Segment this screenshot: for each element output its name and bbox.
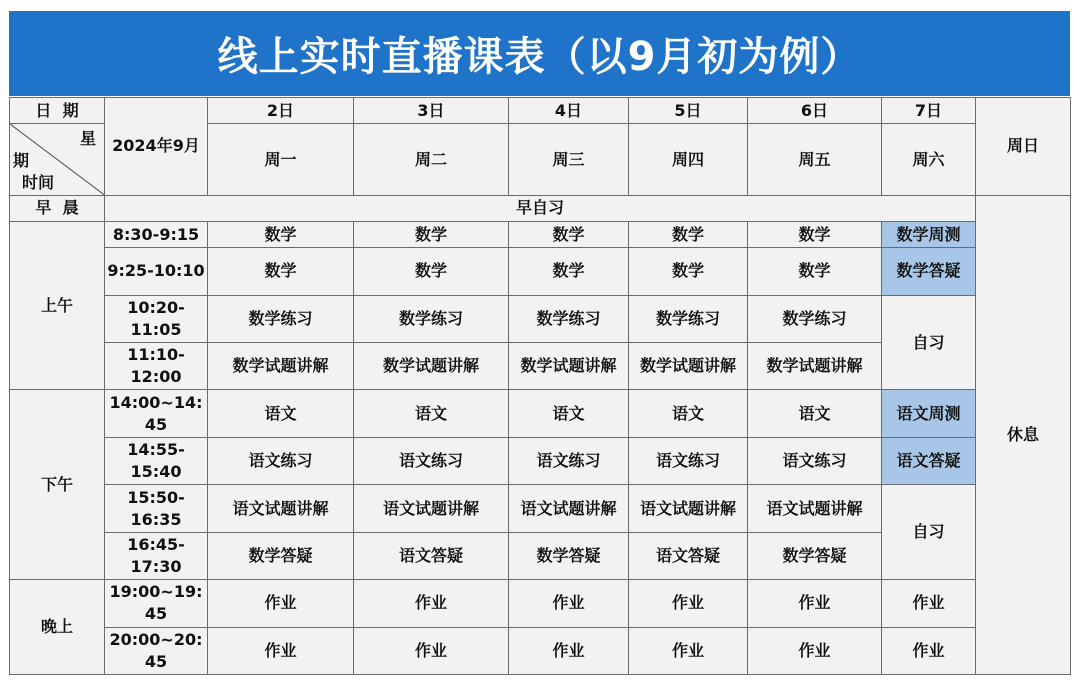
course-cell: 语文试题讲解 [748,485,882,532]
time-cell: 8:30-9:15 [105,222,208,248]
date-label-cell: 日 期 [10,98,105,124]
course-cell: 数学试题讲解 [208,343,354,390]
time-cell: 9:25-10:10 [105,248,208,295]
weekday-cell: 周五 [748,124,882,196]
date-cell: 6日 [748,98,882,124]
time-cell: 10:20- 11:05 [105,295,208,342]
course-cell: 数学 [354,222,509,248]
course-cell: 数学练习 [509,295,629,342]
morning-label-cell: 早 晨 [10,195,105,221]
time-cell: 16:45- 17:30 [105,532,208,579]
course-cell: 数学试题讲解 [629,343,748,390]
course-cell: 数学试题讲解 [748,343,882,390]
time-cell: 19:00~19: 45 [105,580,208,627]
course-cell: 作业 [509,580,629,627]
course-cell: 数学 [748,222,882,248]
course-cell: 数学答疑 [748,532,882,579]
date-cell: 7日 [882,98,976,124]
course-cell: 数学答疑 [208,532,354,579]
corner-period-label: 期 [13,151,30,171]
course-cell: 数学 [208,222,354,248]
corner-cell [10,124,105,196]
date-cell: 2日 [208,98,354,124]
course-cell: 语文练习 [629,437,748,484]
sunday-rest-cell: 休息 [976,195,1071,674]
time-cell: 14:55- 15:40 [105,437,208,484]
course-cell: 数学 [629,248,748,295]
course-cell: 语文试题讲解 [629,485,748,532]
corner-week-label: 星 [79,129,96,149]
course-cell: 数学练习 [748,295,882,342]
course-cell: 语文 [748,390,882,437]
saturday-course-cell: 数学答疑 [882,248,976,295]
time-cell: 14:00~14: 45 [105,390,208,437]
schedule-table [9,97,1071,675]
course-cell: 语文练习 [208,437,354,484]
weekday-cell: 周二 [354,124,509,196]
course-cell: 语文试题讲解 [509,485,629,532]
course-cell: 数学练习 [354,295,509,342]
section-eve-cell: 晚上 [10,580,105,675]
course-cell: 数学试题讲解 [509,343,629,390]
saturday-course-cell: 语文答疑 [882,437,976,484]
course-cell: 数学 [748,248,882,295]
weekday-cell: 周一 [208,124,354,196]
page-title: 线上实时直播课表（以9月初为例） [9,11,1070,96]
corner-time-label: 时间 [22,173,55,193]
saturday-course-cell: 语文周测 [882,390,976,437]
course-cell: 数学 [354,248,509,295]
course-cell: 语文练习 [354,437,509,484]
weekday-cell: 周三 [509,124,629,196]
time-cell: 15:50- 16:35 [105,485,208,532]
time-cell: 20:00~20: 45 [105,627,208,674]
saturday-course-cell: 自习 [882,295,976,390]
course-cell: 语文 [509,390,629,437]
course-cell: 语文练习 [748,437,882,484]
course-cell: 数学 [509,222,629,248]
date-cell: 3日 [354,98,509,124]
course-cell: 作业 [629,580,748,627]
saturday-course-cell: 作业 [882,627,976,674]
morning-activity-cell: 早自习 [105,195,976,221]
saturday-course-cell: 自习 [882,485,976,580]
course-cell: 语文练习 [509,437,629,484]
course-cell: 数学练习 [208,295,354,342]
course-cell: 语文 [208,390,354,437]
time-cell: 11:10- 12:00 [105,343,208,390]
course-cell: 作业 [354,627,509,674]
section-am-cell: 上午 [10,222,105,390]
course-cell: 语文 [354,390,509,437]
course-cell: 语文试题讲解 [208,485,354,532]
sunday-header-cell: 周日 [976,98,1071,196]
saturday-course-cell: 数学周测 [882,222,976,248]
month-cell: 2024年9月 [105,98,208,196]
saturday-course-cell: 作业 [882,580,976,627]
course-cell: 语文答疑 [354,532,509,579]
course-cell: 作业 [208,627,354,674]
course-cell: 数学 [509,248,629,295]
course-cell: 语文 [629,390,748,437]
course-cell: 数学 [208,248,354,295]
date-cell: 5日 [629,98,748,124]
course-cell: 语文试题讲解 [354,485,509,532]
weekday-cell: 周六 [882,124,976,196]
section-pm-cell: 下午 [10,390,105,580]
course-cell: 数学练习 [629,295,748,342]
course-cell: 作业 [748,580,882,627]
course-cell: 数学 [629,222,748,248]
course-cell: 作业 [354,580,509,627]
weekday-cell: 周四 [629,124,748,196]
date-cell: 4日 [509,98,629,124]
course-cell: 数学试题讲解 [354,343,509,390]
course-cell: 作业 [748,627,882,674]
course-cell: 语文答疑 [629,532,748,579]
course-cell: 作业 [629,627,748,674]
course-cell: 作业 [208,580,354,627]
course-cell: 作业 [509,627,629,674]
course-cell: 数学答疑 [509,532,629,579]
